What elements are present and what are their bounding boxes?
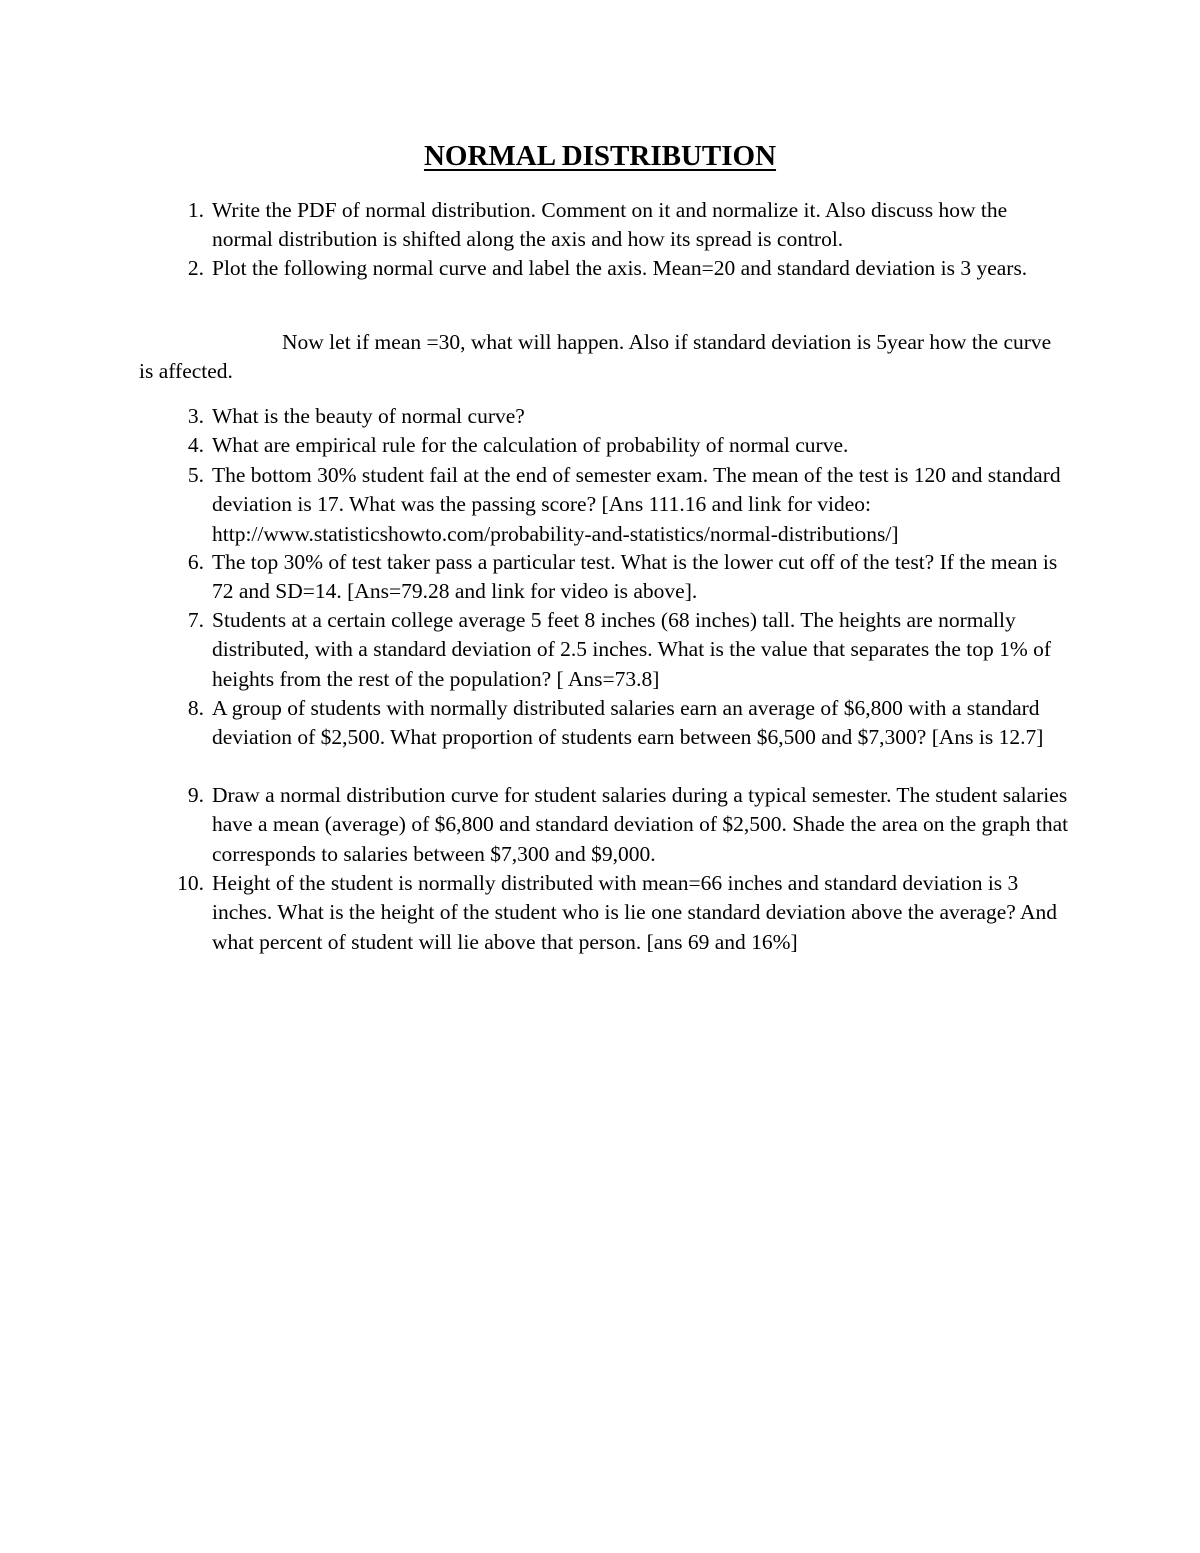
note-paragraph: Now let if mean =30, what will happen. Also if standard deviation is 5year how the curve is affected. — [139, 330, 1052, 384]
question-item-1 — [187, 196, 1072, 255]
question-text: Students at a certain college average 5 feet 8 inches (68 inches) tall. The heights are normally distributed, with a standard deviation of 2.5 inches. What is the value that separates the top 1% of heights from the rest of the population? [ Ans=73.8] — [212, 608, 1052, 691]
question-item-5 — [187, 461, 1072, 549]
question-text: The top 30% of test taker pass a particular test. What is the lower cut off of the test? If the mean is 72 and SD=14. [Ans=79.28 and link for video is above]. — [212, 550, 1058, 604]
question-number: 7. — [187, 608, 204, 632]
question-item-9 — [187, 781, 1072, 869]
question-text: Write the PDF of normal distribution. Comment on it and normalize it. Also discuss how the normal distribution is shifted along the axis and how its spread is control. — [212, 198, 1008, 252]
question-number: 10. — [177, 871, 204, 895]
question-number: 5. — [187, 463, 204, 487]
question-text: Height of the student is normally distributed with mean=66 inches and standard deviation is 3 inches. What is the height of the student who is lie one standard deviation above the average? And what percent of student will lie above that person. [ans 69 and 16%] — [212, 871, 1058, 954]
question-text: Draw a normal distribution curve for student salaries during a typical semester. The student salaries have a mean (average) of $6,800 and standard deviation of $2,500. Shade the area on the graph that corresponds to salaries between $7,300 and $9,000. — [212, 783, 1069, 866]
question-text: Plot the following normal curve and label the axis. Mean=20 and standard deviation is 3 years. — [212, 256, 1028, 280]
question-number: 8. — [187, 696, 204, 720]
question-text: The bottom 30% student fail at the end of semester exam. The mean of the test is 120 and standard deviation is 17. What was the passing score? [Ans 111.16 and link for video: http://www.statisticshowto.com/probability-and-statistics/normal-distributions/] — [212, 463, 1061, 546]
question-text: What are empirical rule for the calculation of probability of normal curve. — [212, 433, 849, 457]
question-item-4 — [187, 431, 1072, 460]
question-number: 9. — [187, 783, 204, 807]
question-number: 2. — [187, 256, 204, 280]
question-item-3 — [187, 402, 1072, 431]
question-item-8 — [187, 694, 1072, 753]
question-number: 6. — [187, 550, 204, 574]
page-title: NORMAL DISTRIBUTION — [423, 140, 777, 172]
question-number: 4. — [187, 433, 204, 457]
question-text: A group of students with normally distributed salaries earn an average of $6,800 with a standard deviation of $2,500. What proportion of students earn between $6,500 and $7,300? [Ans is 12.7] — [212, 696, 1044, 750]
question-number: 3. — [187, 404, 204, 428]
question-text: What is the beauty of normal curve? — [212, 404, 525, 428]
question-item-10 — [177, 869, 1072, 957]
question-number: 1. — [187, 198, 204, 222]
question-item-6 — [187, 548, 1072, 607]
question-item-2 — [187, 254, 1072, 283]
question-item-7 — [187, 606, 1072, 694]
